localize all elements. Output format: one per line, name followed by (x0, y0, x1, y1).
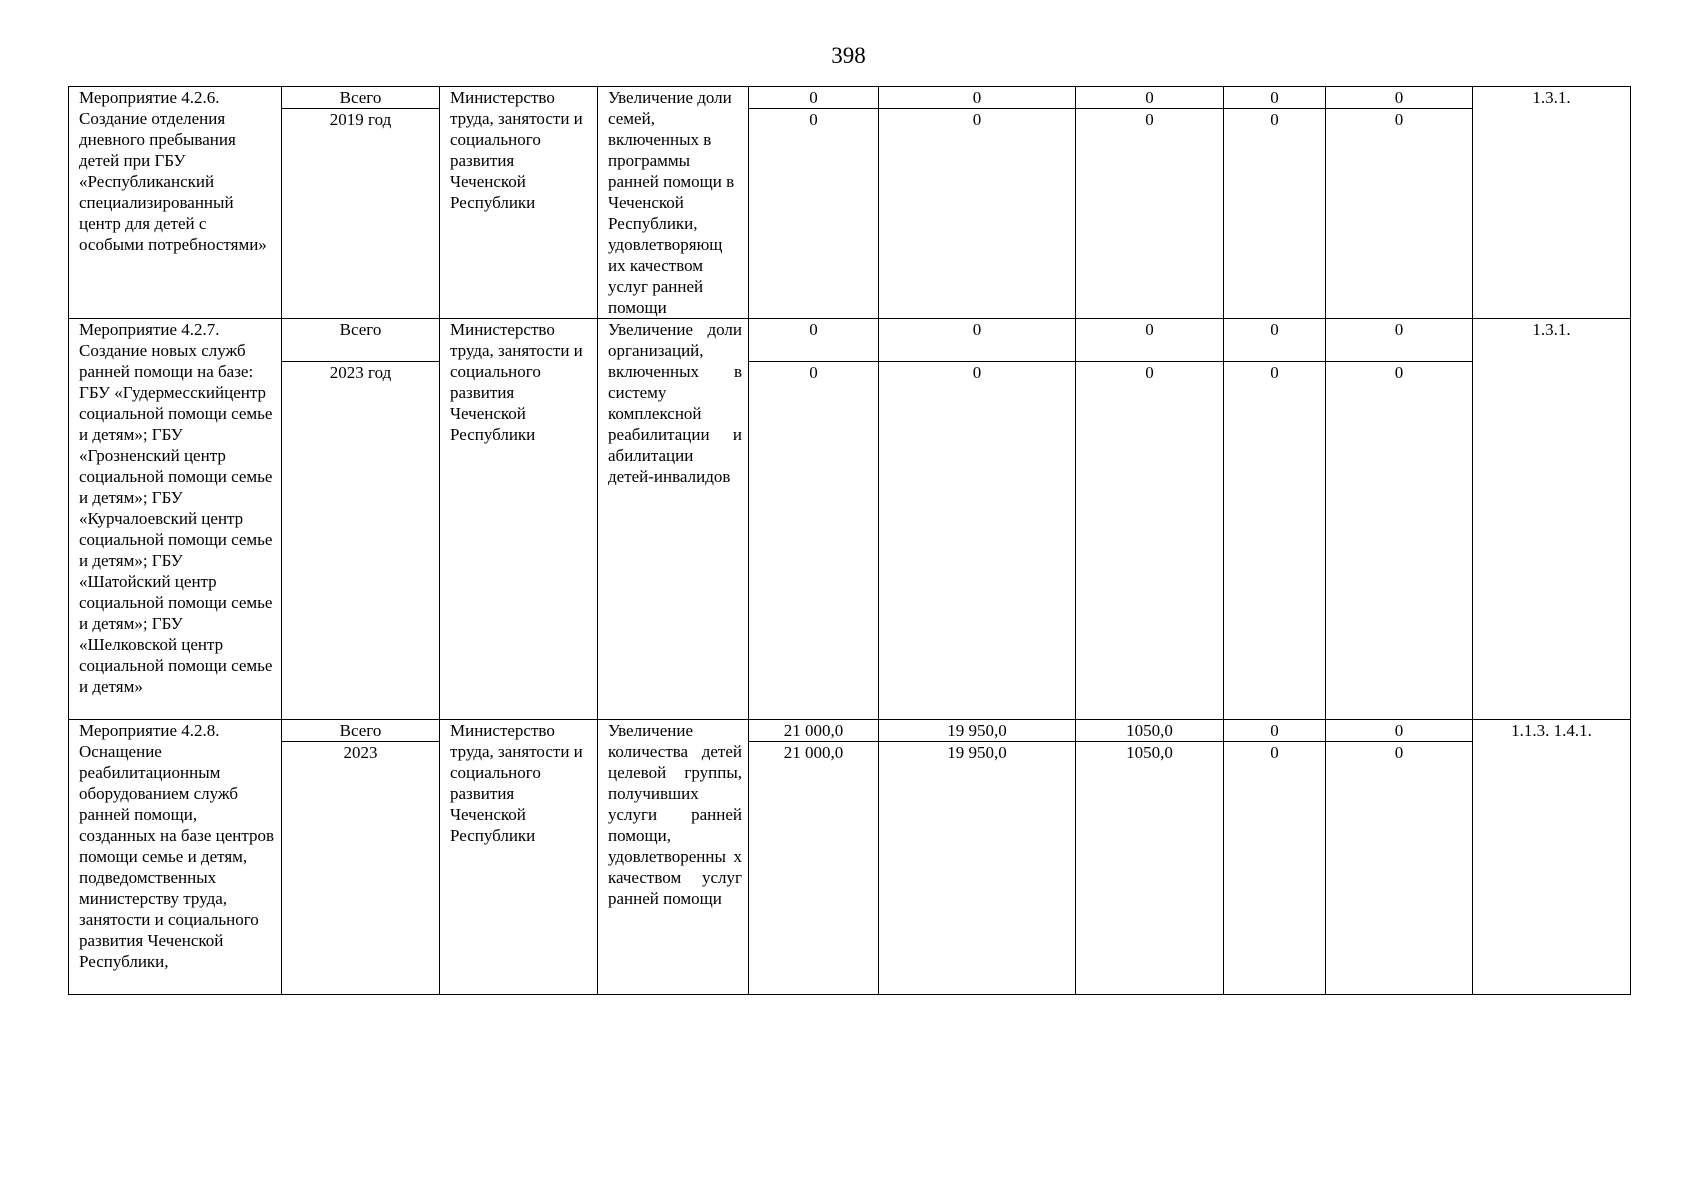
period-year-cell: 2023 (282, 742, 440, 995)
value-year-cell: 0 (749, 109, 879, 319)
indicator-cell: 1.1.3. 1.4.1. (1473, 720, 1631, 995)
result-cell: Увеличение количества детей целевой группы, получивших услуги ранней помощи, удовлетворенны х качеством услуг ранней помощи (608, 721, 742, 908)
indicator-cell: 1.3.1. (1473, 319, 1631, 720)
value-year-cell: 0 (1326, 362, 1473, 720)
executor-cell: Министерство труда, занятости и социального развития Чеченской Республики (450, 320, 583, 444)
value-total-cell: 0 (879, 319, 1076, 362)
value-total-cell: 0 (1224, 87, 1326, 109)
table-row (69, 319, 1631, 362)
value-year-cell: 0 (1326, 109, 1473, 319)
period-total-cell: Всего (282, 87, 440, 109)
event-cell: Мероприятие 4.2.7. Создание новых служб ранней помощи на базе: ГБУ «Гудермесскийцентр социальной помощи семье и детям»; ГБУ «Грозненский центр социальной помощи семье и детям»; ГБУ «Курчалоевский центр социальной помощи семье и детям»; ГБУ «Шатойский центр социальной помощи семье и детям»; ГБУ «Шелковской центр социальной помощи семье и детям» (79, 320, 273, 696)
table-row (69, 742, 1631, 995)
value-year-cell: 0 (1326, 742, 1473, 995)
value-year-cell: 21 000,0 (749, 742, 879, 995)
value-total-cell: 0 (1326, 720, 1473, 742)
value-year-cell: 0 (1224, 109, 1326, 319)
value-total-cell: 0 (1326, 87, 1473, 109)
value-year-cell: 0 (1224, 362, 1326, 720)
value-total-cell: 0 (749, 87, 879, 109)
period-total-cell: Всего (282, 720, 440, 742)
value-total-cell: 0 (1076, 319, 1224, 362)
executor-cell: Министерство труда, занятости и социального развития Чеченской Республики (450, 721, 583, 845)
table-row (69, 109, 1631, 319)
value-total-cell: 0 (749, 319, 879, 362)
value-year-cell: 0 (1076, 109, 1224, 319)
page-number: 398 (831, 43, 866, 68)
table-row (69, 720, 1631, 742)
table-row (69, 362, 1631, 720)
value-year-cell: 0 (879, 362, 1076, 720)
event-cell: Мероприятие 4.2.8. Оснащение реабилитационным оборудованием служб ранней помощи, созданных на базе центров помощи семье и детям, подведомственных министерству труда, занятости и социального развития Чеченской Республики, (79, 721, 275, 971)
value-total-cell: 19 950,0 (879, 720, 1076, 742)
period-year-cell: 2023 год (282, 362, 440, 720)
value-year-cell: 1050,0 (1076, 742, 1224, 995)
indicator-cell: 1.3.1. (1473, 87, 1631, 319)
value-year-cell: 0 (1076, 362, 1224, 720)
result-cell: Увеличение доли организаций, включенных в систему комплексной реабилитации и абилитации детей-инвалидов (608, 320, 742, 486)
value-total-cell: 0 (1326, 319, 1473, 362)
table-row (69, 87, 1631, 109)
period-total-cell: Всего (282, 319, 440, 362)
value-year-cell: 19 950,0 (879, 742, 1076, 995)
value-year-cell: 0 (749, 362, 879, 720)
value-total-cell: 0 (1076, 87, 1224, 109)
value-year-cell: 0 (879, 109, 1076, 319)
value-year-cell: 0 (1224, 742, 1326, 995)
program-table (68, 86, 1631, 995)
value-total-cell: 0 (1224, 319, 1326, 362)
executor-cell: Министерство труда, занятости и социального развития Чеченской Республики (450, 88, 583, 212)
value-total-cell: 21 000,0 (749, 720, 879, 742)
value-total-cell: 1050,0 (1076, 720, 1224, 742)
result-cell: Увеличение доли семей, включенных в программы ранней помощи в Чеченской Республики, удовлетворяющ их качеством услуг ранней помощи (608, 88, 735, 317)
value-total-cell: 0 (1224, 720, 1326, 742)
event-cell: Мероприятие 4.2.6. Создание отделения дневного пребывания детей при ГБУ «Республиканский специализированный центр для детей с особыми потребностями» (79, 88, 267, 254)
period-year-cell: 2019 год (282, 109, 440, 319)
value-total-cell: 0 (879, 87, 1076, 109)
